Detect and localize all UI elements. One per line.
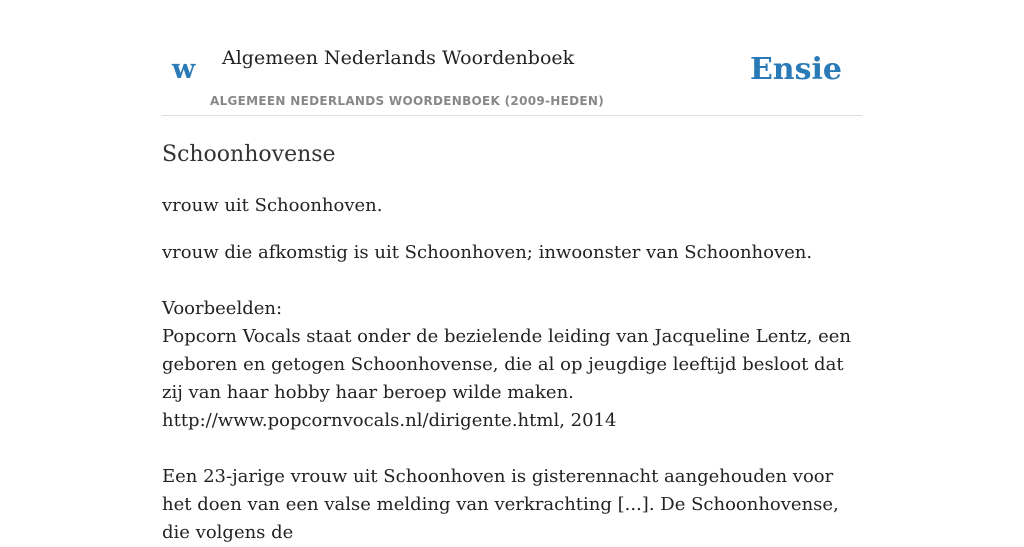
long-definition: vrouw die afkomstig is uit Schoonhoven; inwoonster van Schoonhoven. bbox=[162, 242, 813, 263]
example-text: Popcorn Vocals staat onder de bezielende leiding van Jacqueline Lentz, een geboren en getogen Schoonhovense, die al op jeugdige leeftijd besloot dat zij van haar hobby haar beroep wilde maken. bbox=[162, 326, 852, 403]
example-source: http://www.popcornvocals.nl/dirigente.html, 2014 bbox=[162, 410, 617, 431]
source-logo-icon[interactable]: w bbox=[172, 54, 196, 85]
example-text: Een 23-jarige vrouw uit Schoonhoven is gisterennacht aangehouden voor het doen van een valse melding van verkrachting [...]. De Schoonhovense, die volgens de bbox=[162, 466, 839, 543]
source-title[interactable]: Algemeen Nederlands Woordenboek bbox=[222, 47, 575, 69]
source-subtitle: ALGEMEEN NEDERLANDS WOORDENBOEK (2009-HEDEN) bbox=[210, 94, 605, 108]
ensie-logo[interactable]: Ensie bbox=[749, 52, 842, 87]
entry-page bbox=[162, 0, 862, 543]
entry-term: Schoonhovense bbox=[162, 142, 336, 167]
examples-section bbox=[162, 295, 862, 547]
source-header bbox=[162, 0, 862, 116]
examples-label: Voorbeelden: bbox=[162, 298, 283, 319]
short-definition: vrouw uit Schoonhoven. bbox=[162, 195, 383, 216]
example-spacer bbox=[162, 435, 862, 463]
